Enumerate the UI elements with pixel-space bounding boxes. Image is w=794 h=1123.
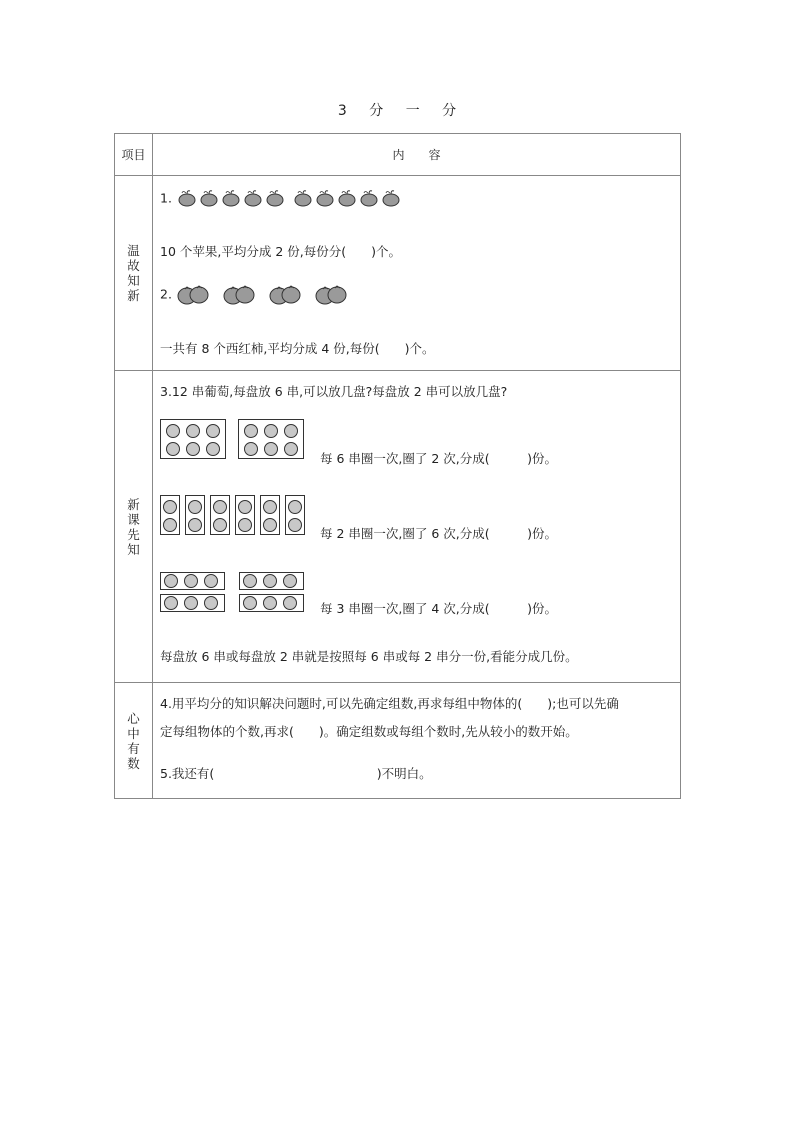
grape-icon [244,442,258,456]
grape-icon [206,442,220,456]
header-content-label: 内 容 [153,134,681,176]
question-5: 5.我还有( )不明白。 [160,766,432,781]
grape-icon [213,518,227,532]
apple-icon [380,189,402,207]
apple-icon [314,189,336,207]
title-number: 3 [337,103,347,119]
grape-icon [284,442,298,456]
tomato-icon [314,282,348,306]
grape-icon [164,596,178,610]
grape-icon [163,500,177,514]
section-label-preview: 新课先知 [115,371,153,683]
grape-icon [204,574,218,588]
grape-icon [264,442,278,456]
grape-icon [284,424,298,438]
question-2: 2. [160,282,360,306]
grape-icon [204,596,218,610]
title-char-1: 分 [369,103,384,119]
grape-icon [288,500,302,514]
grape-icon [283,574,297,588]
header-item-label: 项目 [115,134,153,176]
grape-icon [163,518,177,532]
question-2-text: 一共有 8 个西红柿,平均分成 4 份,每份( )个。 [160,341,435,356]
apple-icon [358,189,380,207]
apple-icon [242,189,264,207]
grape-icon [264,424,278,438]
grouping-line-3: 每 3 串圈一次,圈了 4 次,分成( )份。 [320,601,558,616]
tomato-icon [176,282,210,306]
grape-icon [166,442,180,456]
grape-icon [184,596,198,610]
apple-icon [220,189,242,207]
grape-icon [188,500,202,514]
grape-icon [213,500,227,514]
apple-icon [198,189,220,207]
grape-icon [238,500,252,514]
grape-icon [288,518,302,532]
question-3-text: 3.12 串葡萄,每盘放 6 串,可以放几盘?每盘放 2 串可以放几盘? [160,384,508,399]
grouping-line-6: 每 6 串圈一次,圈了 2 次,分成( )份。 [320,451,558,466]
question-4-line-2: 定每组物体的个数,再求( )。确定组数或每组个数时,先从较小的数开始。 [160,724,578,739]
grape-icon [243,596,257,610]
section-review-row [115,176,681,371]
apple-icon [176,189,198,207]
grape-icon [263,596,277,610]
section-label-mind: 心中有数 [115,683,153,799]
grape-icon [166,424,180,438]
grouping-line-2: 每 2 串圈一次,圈了 6 次,分成( )份。 [320,526,558,541]
grape-icon [263,574,277,588]
tomato-icon [268,282,302,306]
section-mind-content [153,683,681,799]
tomato-group [176,286,360,301]
grape-icon [263,518,277,532]
apple-icon [336,189,358,207]
apple-group [176,190,402,205]
question-4-line-1: 4.用平均分的知识解决问题时,可以先确定组数,再求每组中物体的( );也可以先确 [160,696,619,711]
grape-icon [283,596,297,610]
worksheet-table [114,133,681,799]
grape-icon [206,424,220,438]
apple-icon [292,189,314,207]
grape-icon [164,574,178,588]
grape-icon [186,442,200,456]
preview-summary: 每盘放 6 串或每盘放 2 串就是按照每 6 串或每 2 串分一份,看能分成几份。 [160,649,578,664]
grape-icon [188,518,202,532]
section-preview-row [115,371,681,683]
grape-icon [263,500,277,514]
section-label-review: 温故知新 [115,176,153,371]
grape-icon [244,424,258,438]
section-mind-row [115,683,681,799]
grape-icon [238,518,252,532]
section-review-content [153,176,681,371]
question-1-text: 10 个苹果,平均分成 2 份,每份分( )个。 [160,244,401,259]
tomato-icon [222,282,256,306]
section-preview-content [153,371,681,683]
apple-icon [264,189,286,207]
title-char-3: 分 [442,103,457,119]
header-row [115,134,681,176]
page-title [0,100,794,120]
grape-icon [184,574,198,588]
title-char-2: 一 [405,103,420,119]
grape-icon [186,424,200,438]
grape-icon [243,574,257,588]
question-1: 1. [160,189,402,207]
